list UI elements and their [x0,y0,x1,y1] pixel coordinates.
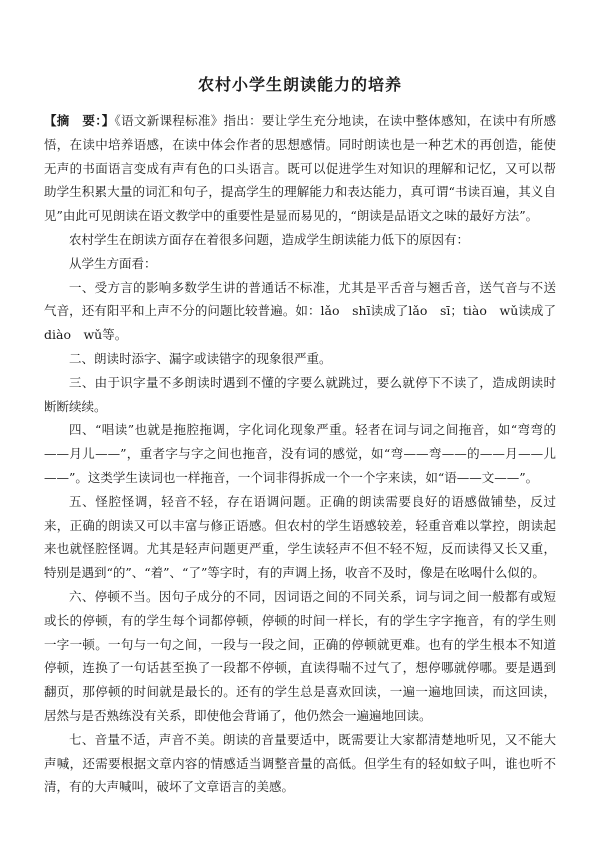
body-paragraph: 从学生方面看： [69,255,157,271]
body-paragraph: 农村学生在朗读方面存在着很多问题，造成学生朗读能力低下的原因有： [69,231,470,247]
body-paragraph: 七、音量不适，声音不美。朗读的音量要适中，既需要让大家都清楚地听见，又不能大声喊，还需要根据文章内容的情感适当调整音量的高低。但学生有的轻如蚊子叫，谁也听不清，有的大声喊叫，破坏了文章语言的美感。 [44,731,556,795]
body-paragraph: 五、怪腔怪调，轻音不轻，存在语调问题。正确的朗读需要良好的语感做铺垫，反过来，正确的朗读又可以丰富与修正语感。但农村的学生语感较差，轻重音难以掌控，朗读起来也就怪腔怪调。尤其是轻声问题更严重，学生读轻声不但不轻不短，反而读得又长又重，特别是遇到“的”、“着”、“了”等字时，有的声调上扬，收音不及时，像是在吆喝什么似的。 [44,493,556,581]
body-paragraph: 一、受方言的影响多数学生讲的普通话不标准，尤其是平舌音与翘舌音，送气音与不送气音，还有阳平和上声不分的问题比较普遍。如：lǎo shī读成了lǎo sī；tiào wǔ读成了diào wǔ等。 [44,279,556,343]
body-paragraph: 六、停顿不当。因句子成分的不同，因词语之间的不同关系，词与词之间一般都有或短或长的停顿，有的学生每个词都停顿，停顿的时间一样长，有的学生字字拖音，有的学生则一字一顿。一句与一句之间，一段与一段之间，正确的停顿就更难。也有的学生根本不知道停顿，连换了一句话甚至换了一段都不停顿，直读得喘不过气了，想停哪就停哪。要是遇到翻页，那停顿的时间就是最长的。还有的学生总是喜欢回读，一遍一遍地回读，而这回读，居然与是否熟练没有关系，即使他会背诵了，他仍然会一遍遍地回读。 [44,588,556,723]
body-paragraph: 三、由于识字量不多朗读时遇到不懂的字要么就跳过，要么就停下不读了，造成朗读时断断续续。 [44,374,556,414]
abstract-text: 《语文新课程标准》指出：要让学生充分地读，在读中整体感知，在读中有所感悟，在读中培养语感，在读中体会作者的思想感情。同时朗读也是一种艺术的再创造，能使无声的书面语言变成有声有色的口头语言。既可以促进学生对知识的理解和记忆，又可以帮助学生积累大量的词汇和句子，提高学生的理解能力和表达能力，真可谓“书读百遍，其义自见”由此可见朗读在语文教学中的重要性是显而易见的，“朗读是品语文之味的最好方法”。 [44,113,556,224]
body-paragraph: 四、“唱读”也就是拖腔拖调，字化词化现象严重。轻者在词与词之间拖音，如“弯弯的——月儿——”，重者字与字之间也拖音，没有词的感觉，如“弯——弯——的——月——儿——”。这类学生读词也一样拖音，一个词非得拆成一个一个字来读，如“语——文——”。 [44,422,556,485]
body-paragraph: 二、朗读时添字、漏字或读错字的现象很严重。 [69,350,332,366]
document-title: 农村小学生朗读能力的培养 [197,75,402,94]
abstract-label: 【摘 要：】 [44,113,115,128]
abstract-paragraph [44,109,556,228]
